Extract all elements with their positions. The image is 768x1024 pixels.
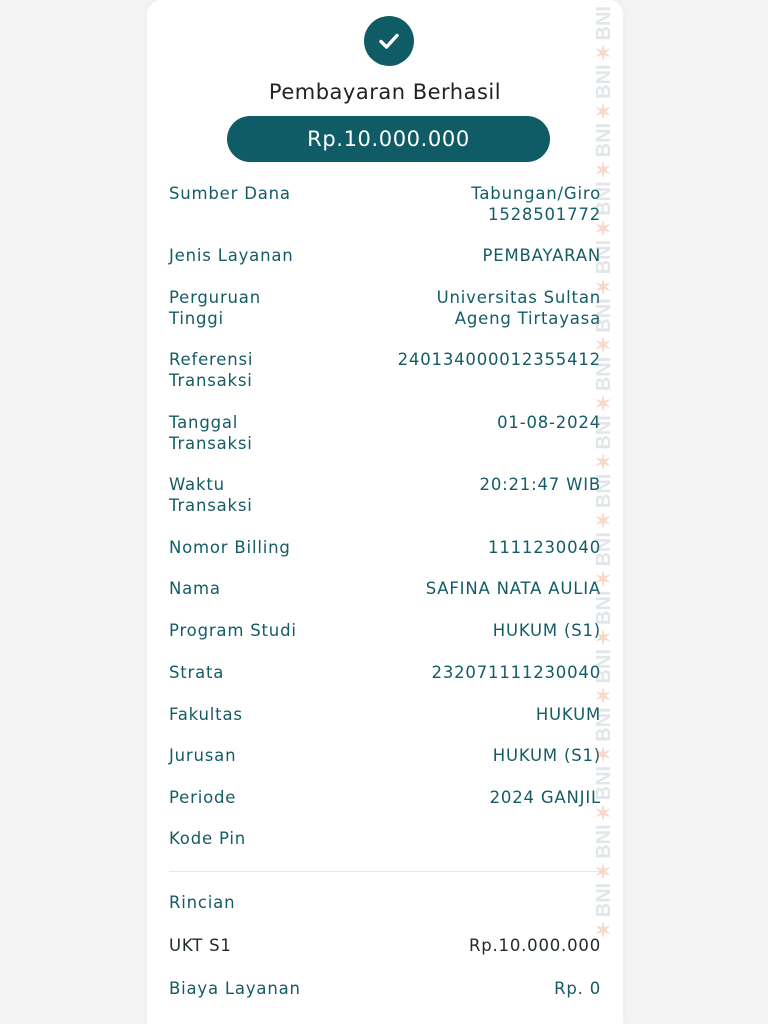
detail-value: 232071111230040 (431, 663, 601, 682)
detail-label: Waktu Transaksi (169, 475, 253, 515)
detail-value: Universitas Sultan Ageng Tirtayasa (436, 288, 601, 328)
detail-label: Jenis Layanan (169, 246, 294, 265)
detail-value: 01-08-2024 (497, 413, 601, 432)
detail-value: 240134000012355412 (397, 350, 601, 369)
detail-value: HUKUM (S1) (492, 621, 601, 640)
amount-value: Rp.10.000.000 (307, 127, 470, 151)
detail-label: Fakultas (169, 705, 243, 724)
receipt-card (147, 0, 623, 1024)
detail-value: HUKUM (S1) (492, 746, 601, 765)
breakdown-label: Biaya Layanan (169, 979, 301, 998)
breakdown-value: Rp.10.000.000 (468, 936, 601, 955)
detail-label: Strata (169, 663, 225, 682)
detail-value: Tabungan/Giro 1528501772 (471, 184, 601, 224)
detail-label: Periode (169, 788, 237, 807)
detail-label: Kode Pin (169, 829, 246, 848)
detail-label: Perguruan Tinggi (169, 288, 261, 328)
detail-label: Program Studi (169, 621, 297, 640)
detail-value: 20:21:47 WIB (479, 475, 601, 494)
detail-label: Nama (169, 579, 221, 598)
page-title: Pembayaran Berhasil (268, 80, 502, 104)
amount-badge (227, 116, 550, 162)
detail-value: 1111230040 (488, 538, 601, 557)
breakdown-label: UKT S1 (169, 936, 232, 955)
detail-value: SAFINA NATA AULIA (425, 579, 601, 598)
breakdown-value: Rp. 0 (554, 979, 601, 998)
watermark-text: ✶BNI✶BNI✶BNI✶BNI✶BNI✶BNI✶BNI✶BNI✶BNI✶BNI✶BNI✶BNI✶BNI✶BNI✶BNI✶BNI (593, 6, 615, 942)
bni-watermark (593, 6, 615, 1024)
breakdown-title: Rincian (169, 893, 236, 912)
check-circle-icon (364, 16, 414, 66)
section-divider (169, 871, 601, 872)
detail-label: Tanggal Transaksi (169, 413, 253, 453)
detail-value: HUKUM (535, 705, 601, 724)
detail-label: Nomor Billing (169, 538, 291, 557)
detail-label: Sumber Dana (169, 184, 291, 203)
detail-label: Referensi Transaksi (169, 350, 254, 390)
detail-label: Jurusan (169, 746, 237, 765)
detail-value: 2024 GANJIL (489, 788, 601, 807)
detail-value: PEMBAYARAN (482, 246, 601, 265)
